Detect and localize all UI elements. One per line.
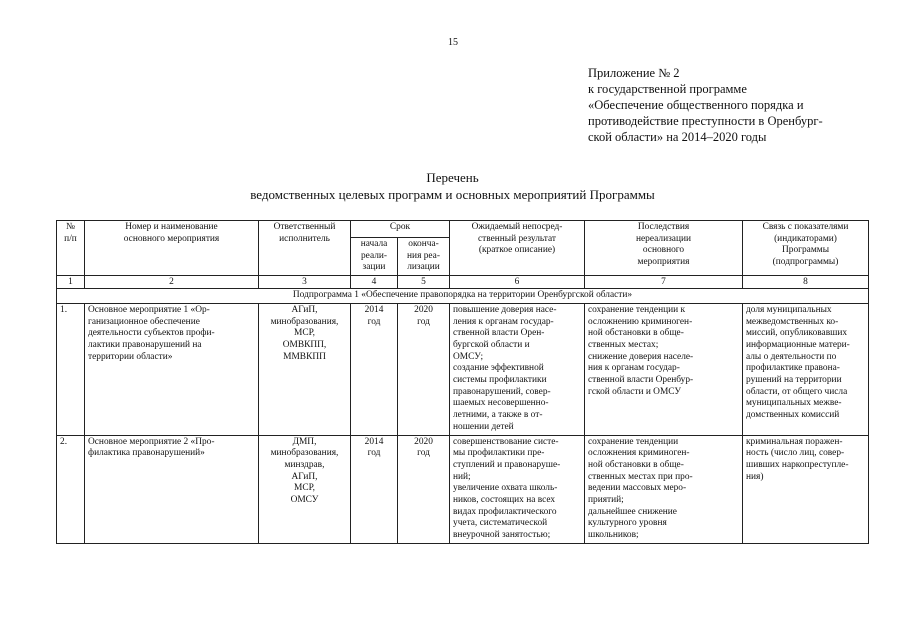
row-result: совершенствование систе- мы профилактики пре- ступлений и правонаруше- ний; увеличение охвата школь- ников, состоящих на всех видах профилактического учета, систематической внеурочной занятостью; xyxy=(450,435,585,543)
row-start: 2014 год xyxy=(351,435,398,543)
header-result: Ожидаемый непосред- ственный результат (краткое описание) xyxy=(450,221,585,276)
header-link: Связь с показателями (индикаторами) Программы (подпрограммы) xyxy=(743,221,869,276)
column-number-row xyxy=(57,276,869,289)
subprogram-row xyxy=(57,289,869,304)
column-number: 7 xyxy=(585,276,743,289)
row-executor: ДМП, минобразования, минздрав, АГиП, МСР, ОМСУ xyxy=(259,435,351,543)
title-line-1: Перечень xyxy=(426,170,479,185)
appendix-note xyxy=(588,65,823,145)
row-name: Основное мероприятие 1 «Ор- ганизационное обеспечение деятельности субъектов профи- лактики правонарушений на территории области» xyxy=(85,303,259,435)
subprogram-title: Подпрограмма 1 «Обеспечение правопорядка на территории Оренбургской области» xyxy=(57,289,869,304)
column-number: 1 xyxy=(57,276,85,289)
header-consequences: Последствия нереализации основного мероприятия xyxy=(585,221,743,276)
row-num: 2. xyxy=(57,435,85,543)
table-row xyxy=(57,303,869,435)
measures-table xyxy=(56,220,869,544)
title-line-2: ведомственных целевых программ и основных мероприятий Программы xyxy=(250,187,655,202)
table-row xyxy=(57,435,869,543)
document-title xyxy=(0,169,905,203)
header-term: Срок xyxy=(351,221,450,238)
row-result: повышение доверия насе- ления к органам государ- ственной власти Орен- бургской области и ОМСУ; создание эффективной системы профилактики правонарушений, совер- шаемых несовершенно- летними, а также в от- ношении детей xyxy=(450,303,585,435)
column-number: 4 xyxy=(351,276,398,289)
header-row xyxy=(57,221,869,238)
appendix-line: «Обеспечение общественного порядка и xyxy=(588,98,804,112)
appendix-line: противодействие преступности в Оренбург- xyxy=(588,114,823,128)
header-start: начала реали- зации xyxy=(351,238,398,276)
column-number: 8 xyxy=(743,276,869,289)
header-num: № п/п xyxy=(57,221,85,276)
header-name: Номер и наименование основного мероприятия xyxy=(85,221,259,276)
appendix-line: ской области» на 2014–2020 годы xyxy=(588,130,767,144)
appendix-line: к государственной программе xyxy=(588,82,747,96)
row-executor: АГиП, минобразования, МСР, ОМВКПП, ММВКПП xyxy=(259,303,351,435)
row-name: Основное мероприятие 2 «Про- филактика правонарушений» xyxy=(85,435,259,543)
page-number: 15 xyxy=(448,37,458,48)
appendix-line: Приложение № 2 xyxy=(588,66,680,80)
column-number: 2 xyxy=(85,276,259,289)
column-number: 3 xyxy=(259,276,351,289)
row-end: 2020 год xyxy=(398,303,450,435)
row-consequences: сохранение тенденции к осложнению криминоген- ной обстановки в обще- ственных местах; снижение доверия населе- ния к органам государ- ственной власти Оренбур- гской области и ОМСУ xyxy=(585,303,743,435)
header-end: оконча- ния реа- лизации xyxy=(398,238,450,276)
column-number: 5 xyxy=(398,276,450,289)
row-consequences: сохранение тенденции осложнения криминоген- ной обстановки в обще- ственных местах при про- ведении массовых меро- приятий; дальнейшее снижение культурного уровня школьников; xyxy=(585,435,743,543)
row-link: криминальная поражен- ность (число лиц, совер- шивших наркопреступле- ния) xyxy=(743,435,869,543)
row-end: 2020 год xyxy=(398,435,450,543)
column-number: 6 xyxy=(450,276,585,289)
header-executor: Ответственный исполнитель xyxy=(259,221,351,276)
row-num: 1. xyxy=(57,303,85,435)
row-link: доля муниципальных межведомственных ко- миссий, опубликовавших информационные матери- алы о деятельности по профилактике правона- рушений на территории области, от общего числа муниципальных межве- домственных комиссий xyxy=(743,303,869,435)
row-start: 2014 год xyxy=(351,303,398,435)
